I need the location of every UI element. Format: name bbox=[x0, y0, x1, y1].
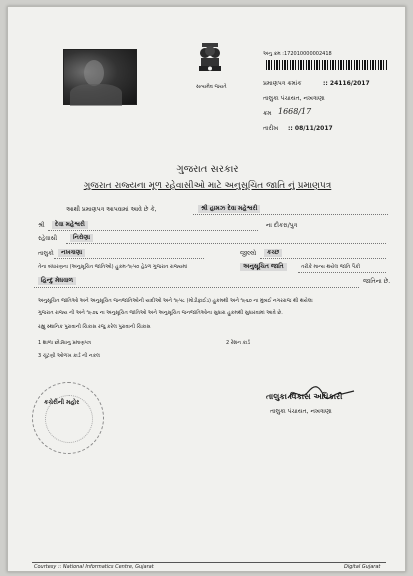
caste-name: હિન્દુ મેઘવાળ bbox=[38, 277, 76, 285]
barcode bbox=[266, 60, 388, 70]
cert-number-label: પ્રમાણપત્ર ક્રમાંક bbox=[263, 80, 302, 87]
certificate-page bbox=[7, 6, 406, 572]
cert-number: :: 24116/2017 bbox=[323, 80, 370, 87]
taluka-label: તાલુકો bbox=[38, 250, 54, 257]
son-of-label: ના દીકરા/પુત્ર bbox=[266, 222, 298, 229]
certificate-title: ગુજરાત રાજ્યના મૂળ રહેવાસીઓ માટે અનુસૂચિત જાતિ નું પ્રમાણપત્ર bbox=[83, 181, 332, 191]
applicant-photo bbox=[63, 49, 137, 105]
footer-digital-gujarat: Digital Gujarat bbox=[344, 564, 381, 570]
seal-label: કચેરીની મહોર bbox=[44, 399, 80, 406]
village-name: નિરોણા bbox=[70, 234, 93, 242]
intro-text: આથી પ્રમાણપત્ર આપવામાં આવે છે કે, bbox=[66, 206, 157, 213]
legal-para-3: રહ્યુ સ્થાનિક પુરાવાની ચિકાસ રજુ કરેલ પુરાવાની ચિકાસ bbox=[38, 324, 151, 330]
serial-number: 172010000002418 bbox=[284, 51, 332, 57]
legal-para-1: અનુસૂચિત જાતિઓ અને અનુસૂચિત જનજાતિઓની યાદીઓ અને ૧૯૫૮ (મોડીફાઈડ) હુકમથી અને ૧૯૬૦ ના મુંબઈ નગરરાજ થી થયેલા bbox=[38, 298, 313, 304]
provision-text: તેના બંધારણના (અનુસૂચિત જાતિઓ) હુકમ-૧૯૫૦ હેઠળ ગુજરાત રાજ્યમાં bbox=[38, 264, 188, 270]
date-label: તારીખ bbox=[263, 125, 279, 132]
signatory-designation: તાલુકા વિકાસ અધિકારી bbox=[266, 392, 343, 401]
footer-divider bbox=[32, 562, 386, 563]
serial-label: અનુ ક્રમ : bbox=[263, 51, 284, 57]
government-title: ગુજરાત સરકાર bbox=[176, 164, 239, 175]
evidence-item-2: 2 રેશન કાર્ડ bbox=[226, 340, 251, 346]
district-label: જીલ્લો bbox=[240, 250, 257, 257]
district-name: કચ્છ bbox=[264, 249, 282, 257]
ref-label: ક્રમ bbox=[263, 110, 272, 117]
emblem-caption: સત્યમેવ જયતે bbox=[196, 84, 227, 90]
legal-para-2: ગુજરાત રાજ્ય ની અને ૧૯૭૬ ના અનુસૂચિત જાતિઓ અને અનુસૂચિત જનજાતિઓના સુધારા હુકમથી સુધારવામાં આવે છે. bbox=[38, 310, 283, 316]
footer-courtesy: Courtesy :: National Informatics Centre, Gujarat bbox=[34, 564, 154, 570]
signatory-office: તાલુકા પંચાયત, નખત્રાણા bbox=[270, 408, 332, 415]
date-value: :: 08/11/2017 bbox=[288, 125, 333, 132]
evidence-item-1: 1 શાળા છોડ્યાનુ પ્રમાણપત્ર bbox=[38, 340, 91, 346]
caste-suffix: જાતિના છે. bbox=[363, 278, 391, 285]
office-seal bbox=[32, 382, 104, 454]
father-prefix: શ્રી bbox=[38, 222, 45, 229]
caste-category: અનુસૂચિત જાતિ bbox=[240, 263, 287, 271]
caste-tail: તરીકે માન્ય થયેલ જાતિ પૈકી bbox=[301, 264, 361, 270]
ref-value: 1668/17 bbox=[278, 107, 312, 116]
evidence-item-3: 3 ચૂંટણી ઓળખ કાર્ડ ની નકલ bbox=[38, 353, 100, 359]
taluka-name: નખત્રાણા bbox=[58, 249, 85, 257]
father-name: દેવા મહેશ્વરી bbox=[52, 221, 88, 229]
applicant-name: શ્રી હામઝ દેવા મહેશ્વરી bbox=[198, 205, 260, 213]
national-emblem-icon bbox=[193, 40, 227, 82]
resident-label: રહેવાસી bbox=[38, 235, 58, 242]
office-line: તાલુકા પંચાયત, નખત્રાણા bbox=[263, 95, 325, 102]
